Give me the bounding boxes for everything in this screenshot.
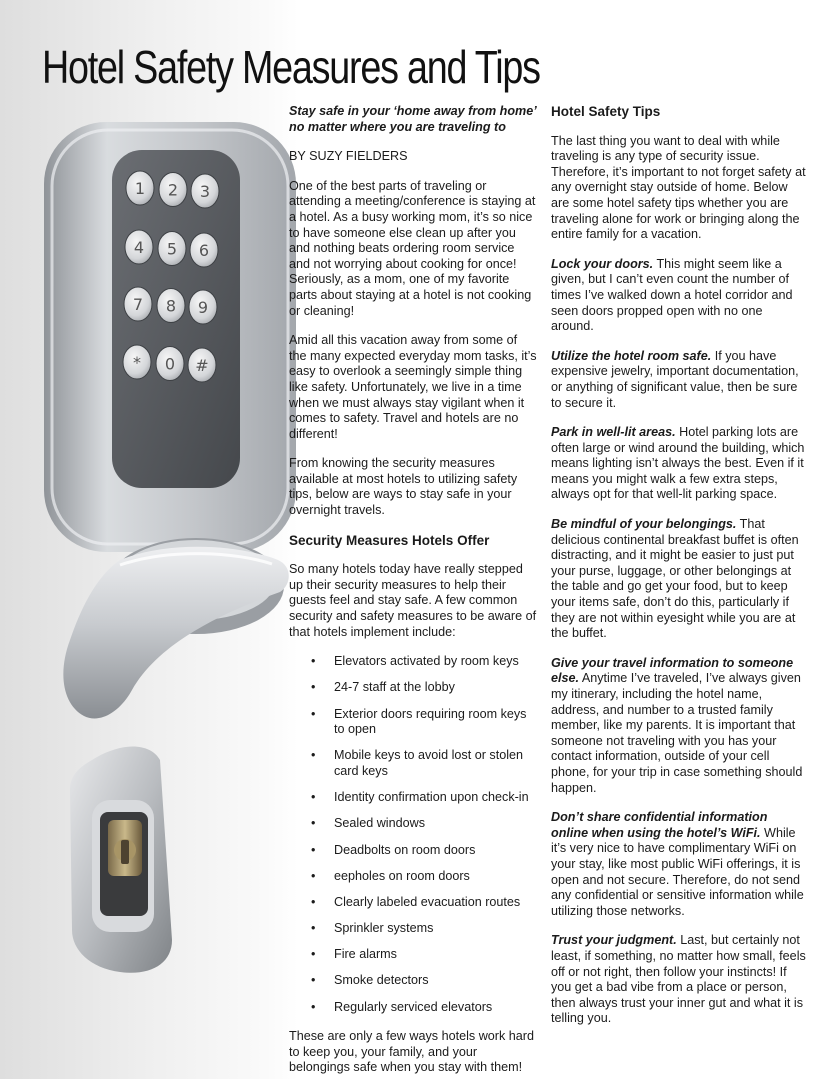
keypad-key-label: 4 bbox=[133, 238, 145, 257]
list-item: • Mobile keys to avoid lost or stolen card keys bbox=[289, 748, 537, 779]
security-measures-list bbox=[289, 654, 537, 1015]
keypad-key-label: 7 bbox=[132, 295, 144, 314]
list-item: • Exterior doors requiring room keys to open bbox=[289, 707, 537, 738]
tip-paragraph bbox=[551, 425, 807, 503]
keypad-key-label: 5 bbox=[166, 239, 178, 259]
intro-paragraph: One of the best parts of traveling or attending a meeting/conference is staying at a hotel. As a busy working mom, it’s so nice to have someone else clean up after you and nothing beats ordering room service and not worrying about cooking for once! Seriously, as a mom, one of my favorite parts about staying at a hotel is not cooking or cleaning! bbox=[289, 178, 536, 318]
tip-text: That delicious continental breakfast buffet is often distracting, and it might be easier to just put your purse, luggage, or other belongings at the table and go get your food, but to keep your items safe, don’t do this, particularly if they are not within eyesight while you are at the buffet. bbox=[551, 517, 799, 641]
keypad-key-label: * bbox=[133, 353, 141, 372]
tips-intro: The last thing you want to deal with while traveling is any type of security issue. Therefore, it’s important to not forget safety at any overnight stay outside of home. Below are some hotel safety tips whether you are traveling alone for work or bringing along the entire family for a vacation. bbox=[551, 133, 806, 242]
list-item: • Sealed windows bbox=[289, 816, 537, 832]
keypad-key-label: 2 bbox=[167, 180, 179, 200]
tip-lead: Don’t share confidential information online when using the hotel’s WiFi. bbox=[551, 810, 768, 840]
keypad-key-label: 3 bbox=[199, 182, 211, 201]
tip-lead: Park in well-lit areas. bbox=[551, 425, 676, 440]
tip-paragraph bbox=[551, 257, 807, 335]
list-item: • Clearly labeled evacuation routes bbox=[289, 895, 537, 911]
byline: BY SUZY FIELDERS bbox=[289, 149, 408, 164]
tips-heading: Hotel Safety Tips bbox=[551, 104, 661, 119]
security-intro: So many hotels today have really stepped up their security measures to help their guests feel and stay safe. A few common security and safety measures to be aware of that hotels implement include: bbox=[289, 562, 537, 639]
tip-paragraph bbox=[551, 349, 807, 411]
keypad-key-label: 6 bbox=[198, 241, 210, 260]
tip-paragraph bbox=[551, 517, 807, 642]
tip-text: If you have expensive jewelry, important documentation, or anything of significant value, then be sure to secure it. bbox=[551, 348, 799, 410]
intro-paragraph: Amid all this vacation away from some of the many expected everyday mom tasks, it’s easy to overlook a seemingly simple thing like safety. Unfortunately, we live in a time when we must always stay vigilant when it comes to safety. Travel and hotels are no different! bbox=[289, 333, 537, 441]
tip-lead: Be mindful of your belongings. bbox=[551, 517, 737, 532]
list-item: • Identity confirmation upon check-in bbox=[289, 790, 537, 806]
security-heading: Security Measures Hotels Offer bbox=[289, 532, 490, 548]
tip-text: Last, but certainly not least, if something, no matter how small, feels off or not right, then follow your instincts! If you get a bad vibe from a place or person, then always trust your inner gut and what it is telling you. bbox=[551, 933, 806, 1026]
keypad-key-label: 8 bbox=[165, 296, 177, 316]
article-subtitle: Stay safe in your ‘home away from home’ no matter where you are traveling to bbox=[289, 104, 537, 134]
tip-text: Anytime I’ve traveled, I’ve always given my itinerary, including the hotel name, address, and number to a trusted family member, like my parents. It is important that someone not traveling with you has your contact information, outside of your cell phone, for your trip in case something should happen. bbox=[551, 671, 803, 795]
tip-lead: Utilize the hotel room safe. bbox=[551, 348, 712, 363]
tip-paragraph bbox=[551, 810, 807, 919]
list-item: • eepholes on room doors bbox=[289, 869, 537, 885]
left-column bbox=[289, 104, 537, 1090]
tip-paragraph bbox=[551, 656, 807, 796]
page-title: Hotel Safety Measures and Tips bbox=[42, 41, 540, 93]
list-item: • Deadbolts on room doors bbox=[289, 843, 537, 859]
tip-text: While it’s very nice to have complimentary WiFi on your stay, like most public WiFi offerings, it is open and not secure. Therefore, do not send any confidential or sensitive information while utilizing those networks. bbox=[551, 825, 804, 918]
keypad-key-label: 1 bbox=[134, 179, 146, 198]
list-item: • 24-7 staff at the lobby bbox=[289, 680, 537, 696]
tip-lead: Trust your judgment. bbox=[551, 933, 677, 948]
list-item: • Regularly serviced elevators bbox=[289, 1000, 537, 1016]
list-item: • Elevators activated by room keys bbox=[289, 654, 537, 670]
tip-text: Hotel parking lots are often large or wind around the building, which means lighting isn’t always the best. Even if it means you might walk a few extra steps, always opt for that well-lit parking space. bbox=[551, 425, 805, 502]
list-item: • Smoke detectors bbox=[289, 973, 537, 989]
keypad-key-label: 9 bbox=[197, 298, 209, 317]
intro-paragraph: From knowing the security measures available at most hotels to utilizing safety tips, below are ways to stay safe in your overnight travels. bbox=[289, 456, 518, 518]
keypad-key-label: # bbox=[195, 356, 209, 375]
tip-paragraph bbox=[551, 933, 807, 1027]
keypad-key-label: 0 bbox=[164, 354, 176, 374]
list-item: • Fire alarms bbox=[289, 947, 537, 963]
tip-lead: Give your travel information to someone else. bbox=[551, 655, 794, 686]
tip-text: This might seem like a given, but I can’t even count the number of times I’ve walked down a hotel corridor and seen doors propped open with no one around. bbox=[551, 256, 793, 334]
tip-lead: Lock your doors. bbox=[551, 256, 654, 271]
list-item: • Sprinkler systems bbox=[289, 921, 537, 937]
closing-paragraph: These are only a few ways hotels work hard to keep you, your family, and your belongings safe when you stay with them! bbox=[289, 1029, 534, 1075]
right-column bbox=[551, 104, 807, 1041]
